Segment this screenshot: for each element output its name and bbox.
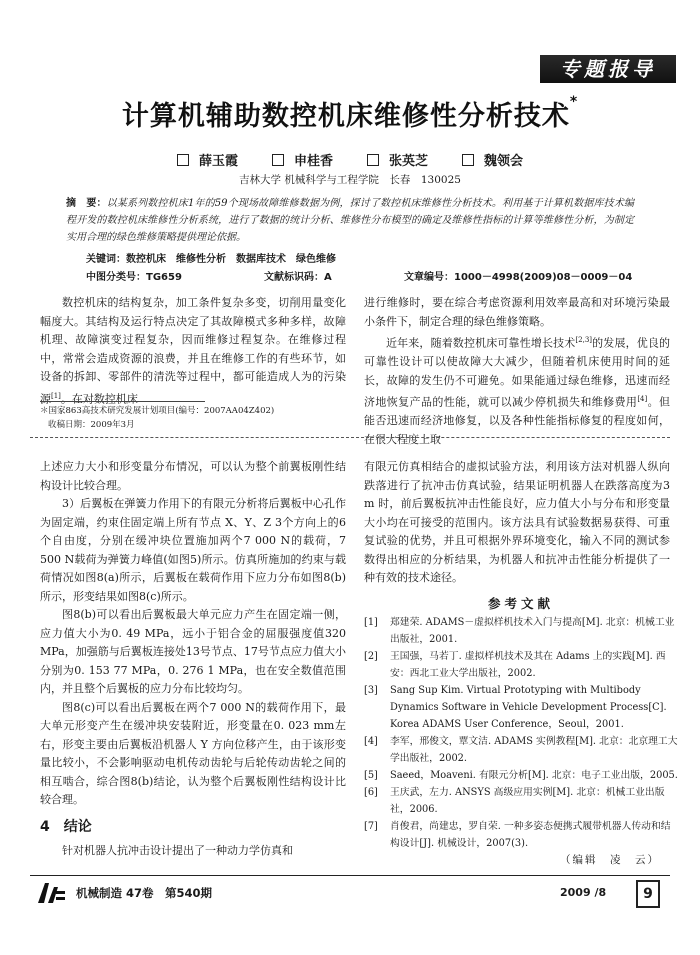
paragraph: 3）后翼板在弹簧力作用下的有限元分析将后翼板中心孔作为固定端，约束住固定端上所有节点 X、Y、Z 3个方向上的6个自由度，分别在缓冲块位置施加两个7 000 N的载荷，7 500 N载荷为弹簧力峰值(如图5)所示。仿真所施加的约束与载荷情况如图8(a)所示，后翼板在载荷作用下应力分布如图8(b)所示，形变结果如图8(c)所示。 bbox=[40, 497, 346, 603]
title-text: 计算机辅助数控机床维修性分析技术 bbox=[121, 101, 570, 132]
reference-text: 王国强，马若丁. 虚拟样机技术及其在 Adams 上的实践[M]. 西安：西北工业大学出版社，2002. bbox=[390, 651, 666, 679]
reference-number: [5] bbox=[364, 770, 378, 781]
page-number: 9 bbox=[636, 880, 660, 908]
paragraph-text: 。在对数控机床 bbox=[60, 392, 138, 406]
reference-number: [7] bbox=[364, 821, 378, 832]
reference-text: 李军，邢俊文，覃文洁. ADAMS 实例教程[M]. 北京：北京理工大学出版社，2002. bbox=[390, 736, 678, 764]
author-name: 申桂香 bbox=[293, 154, 333, 169]
author-box-icon bbox=[462, 154, 474, 166]
author-name: 魏领会 bbox=[484, 154, 524, 169]
clc-number: 中图分类号：TG659 bbox=[86, 272, 182, 283]
paragraph: 上述应力大小和形变量分布情况，可以认为整个前翼板刚性结构设计比较合理。 bbox=[40, 460, 346, 492]
journal-issue: 机械制造 47卷 第540期 bbox=[76, 886, 213, 900]
section-separator bbox=[30, 437, 670, 438]
author-item bbox=[367, 150, 428, 169]
author-box-icon bbox=[272, 154, 284, 166]
paragraph-text: 近年来，随着数控机床可靠性增长技术 bbox=[386, 336, 576, 350]
abstract bbox=[66, 195, 634, 246]
paragraph: 有限元仿真相结合的虚拟试验方法，利用该方法对机器人纵向跌落进行了抗冲击仿真试验，结果证明机器人在跌落高度为3 m 时，前后翼板抗冲击性能良好，应力值大小与分布和形变量大小均在可接受的范围内。该方法具有试验数据易获得、可重复试验的优势，并且可根据外界环境变化，输入不同的测试参数得出相应的分析结果，为机器人和抗冲击性能分析提供了一种有效的技术途径。 bbox=[364, 460, 670, 584]
reference-number: [3] bbox=[364, 685, 378, 696]
footer-rule bbox=[30, 875, 670, 876]
reference-item bbox=[364, 648, 678, 682]
paragraph-text: 的发展，优良的可靠性设计可以使故障大大减少，但随着机床使用时间的延长，故障的发生仍不可避免。如果能通过绿色维修，迅速而经济地恢复产品的性能，就可以减少停机损失和维修费用 bbox=[364, 336, 671, 409]
reference-text: Sang Sup Kim. Virtual Prototyping with Multibody Dynamics Software in Vehicle Development Process[C]. Korea ADAMS User Conference，Seoul，2001. bbox=[390, 685, 667, 730]
received-date: 收稿日期：2009年3月 bbox=[48, 420, 135, 430]
paragraph: 进行维修时，要在综合考虑资源利用效率最高和对环境污染最小条件下，制定合理的绿色维修策略。 bbox=[364, 296, 670, 328]
author-item bbox=[272, 150, 333, 169]
keywords: 关键词：数控机床 维修性分析 数据库技术 绿色维修 bbox=[86, 254, 336, 265]
title-footnote-mark: * bbox=[569, 94, 579, 110]
abstract-label: 摘 要： bbox=[66, 198, 107, 209]
citation: [1] bbox=[51, 391, 61, 400]
footnote bbox=[40, 404, 360, 432]
reference-item bbox=[364, 614, 678, 648]
paragraph: 针对机器人抗冲击设计提出了一种动力学仿真和 bbox=[62, 844, 293, 857]
citation: [2,3] bbox=[575, 336, 593, 344]
upper-right-column bbox=[364, 294, 670, 449]
affiliation: 吉林大学 机械科学与工程学院 长春 130025 bbox=[239, 174, 461, 186]
paragraph: 图8(b)可以看出后翼板最大单元应力产生在固定端一侧，应力值大小为0. 49 MPa，远小于铝合金的屈服强度值320 MPa，加强筋与后翼板连接处13号节点、17号节点应力值大小分别为0. 153 77 MPa，0. 276 1 MPa，也在安全数值范围内，并且整个后翼板的应力分布比较均匀。 bbox=[40, 608, 346, 695]
lower-left-column bbox=[40, 458, 346, 861]
reference-number: [2] bbox=[364, 651, 378, 662]
abstract-text: 以某系列数控机床1年的59个现场故障维修数据为例，探讨了数控机床维修性分析技术。利用基于计算机数据库技术编程开发的数控机床维修性分析系统，进行了数据的统计分析、维修性分布模型的确定及维修性指标的计算等维修性分析，为制定实用合理的绿色维修策略提供理论依据。 bbox=[66, 198, 635, 243]
footnote-rule bbox=[40, 401, 205, 402]
reference-number: [4] bbox=[364, 736, 378, 747]
reference-text: 王庆武，左力. ANSYS 高级应用实例[M]. 北京：机械工业出版社，2006. bbox=[390, 787, 665, 815]
paragraph bbox=[364, 331, 670, 449]
column-banner: 专题报导 bbox=[540, 55, 676, 83]
reference-text: 郑建荣. ADAMS－虚拟样机技术入门与提高[M]. 北京：机械工业出版社，2001. bbox=[390, 617, 675, 645]
fund-note: ＊国家863高技术研究发展计划项目(编号：2007AA04Z402) bbox=[40, 406, 275, 416]
paragraph bbox=[40, 294, 346, 409]
article-title bbox=[30, 94, 670, 133]
author-item bbox=[462, 150, 523, 169]
document-code: 文献标识码：A bbox=[264, 272, 332, 283]
paragraph: 图8(c)可以看出后翼板在两个7 000 N的载荷作用下，最大单元形变产生在缓冲块安装附近，形变量在0. 023 mm左右，形变主要由后翼板沿机器人 Y 方向位移产生，由于该形变量比较小，不会影响驱动电机传动齿轮与后轮传动齿轮之间的相互啮合，综合图8(b)结论，认为整个后翼板刚性结构设计比较合理。 bbox=[40, 700, 346, 806]
reference-number: [1] bbox=[364, 617, 378, 628]
author-name: 薛玉霞 bbox=[198, 154, 238, 169]
author-name: 张英芝 bbox=[389, 154, 429, 169]
reference-item bbox=[364, 682, 678, 733]
issue-date: 2009 /8 bbox=[560, 886, 607, 899]
editor-note: （编辑 凌 云） bbox=[560, 854, 660, 866]
reference-text: 肖俊君，尚建忠，罗自荣. 一种多姿态便携式履带机器人传动和结构设计[J]. 机械设计，2007(3). bbox=[390, 821, 671, 849]
reference-item bbox=[364, 733, 678, 767]
reference-item bbox=[364, 767, 678, 784]
author-box-icon bbox=[367, 154, 379, 166]
author-box-icon bbox=[177, 154, 189, 166]
paragraph-text: 数控机床的结构复杂，加工条件复杂多变，切削用量变化幅度大。其结构及运行特点决定了其故障模式多种多样，故障机理、故障演变过程复杂，因而维修过程复杂。在维修过程中，常常会造成资源的浪费，并且在维修工作的有些环节，如设备的拆卸、零部件的清洗等过程中，都可能造成人为的污染源 bbox=[40, 296, 346, 406]
citation: [4] bbox=[637, 395, 648, 404]
reference-number: [6] bbox=[364, 787, 378, 798]
reference-item bbox=[364, 818, 678, 852]
reference-list bbox=[364, 614, 678, 852]
author-list bbox=[60, 150, 640, 169]
upper-left-column bbox=[40, 294, 346, 409]
section-heading: 4 结论 bbox=[40, 818, 92, 835]
author-item bbox=[177, 150, 238, 169]
article-number: 文章编号：1000－4998(2009)08－0009－04 bbox=[404, 272, 633, 283]
reference-text: Saeed，Moaveni. 有限元分析[M]. 北京：电子工业出版，2005. bbox=[390, 770, 678, 781]
paragraph-text: 。但能否迅速而经济地修复，以及各种性能指标修复的程度如何，在很大程度上取 bbox=[364, 395, 671, 446]
lower-right-column bbox=[364, 458, 670, 588]
journal-logo-icon bbox=[36, 881, 66, 905]
references-heading: 参考文献 bbox=[487, 596, 554, 611]
reference-item bbox=[364, 784, 678, 818]
